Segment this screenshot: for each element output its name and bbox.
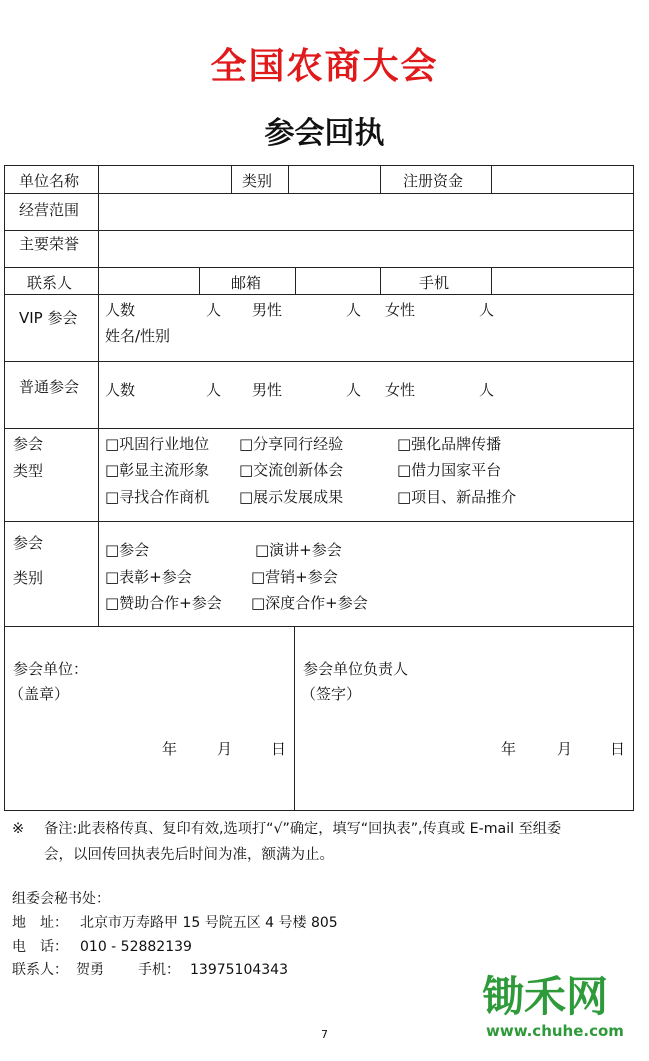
footer-phone-label: 电 话： (12, 939, 68, 955)
normal-male-label: 男性 (252, 381, 283, 399)
kind-option-checkbox[interactable]: □参会 (105, 541, 150, 559)
unit-date-month: 月 (217, 740, 233, 758)
footer-phone: 010 - 52882139 (80, 939, 192, 955)
scope-label: 经营范围 (19, 201, 80, 219)
type-label-1: 参会 (13, 435, 44, 453)
unit-name-field[interactable] (99, 166, 231, 193)
unit-name-label: 单位名称 (19, 172, 80, 190)
type-option-checkbox[interactable]: □分享同行经验 (239, 435, 344, 453)
honors-label: 主要荣誉 (19, 235, 80, 253)
phone-field[interactable] (492, 268, 633, 294)
type-option-checkbox[interactable]: □强化品牌传播 (397, 435, 502, 453)
footer-contact-label: 联系人： (12, 962, 68, 978)
form-subtitle: 参会回执 (264, 116, 385, 151)
type-option-checkbox[interactable]: □展示发展成果 (239, 488, 344, 506)
normal-female-label: 女性 (385, 381, 416, 399)
category-field[interactable] (289, 166, 380, 193)
attending-unit-label: 参会单位： (13, 660, 89, 678)
phone-label: 手机 (419, 274, 450, 292)
email-label: 邮箱 (231, 274, 262, 292)
normal-count-label: 人数 (105, 381, 136, 399)
normal-male-unit: 人 (346, 381, 362, 399)
person-signature-area[interactable] (295, 627, 633, 810)
contact-field[interactable] (99, 268, 199, 294)
watermark-logo: 锄禾网 (482, 972, 609, 1021)
vip-female-unit: 人 (479, 301, 495, 319)
capital-field[interactable] (492, 166, 633, 193)
email-field[interactable] (296, 268, 380, 294)
signature-label: （签字） (301, 685, 362, 703)
footer-org: 组委会秘书处： (12, 891, 110, 907)
vip-label: VIP 参会 (19, 309, 78, 327)
footer-mobile-label: 手机： (138, 962, 180, 978)
footer-address-label: 地 址： (12, 915, 68, 931)
vip-male-unit: 人 (346, 301, 362, 319)
normal-female-unit: 人 (479, 381, 495, 399)
kind-option-checkbox[interactable]: □深度合作+参会 (251, 594, 368, 612)
capital-label: 注册资金 (403, 172, 464, 190)
watermark-url: www.chuhe.com (486, 1022, 624, 1040)
footer-mobile: 13975104343 (190, 962, 288, 978)
contact-label: 联系人 (27, 274, 73, 292)
honors-field[interactable] (99, 231, 633, 267)
person-date-month: 月 (557, 740, 573, 758)
kind-option-checkbox[interactable]: □表彰+参会 (105, 568, 192, 586)
registration-form (4, 165, 634, 811)
kind-option-checkbox[interactable]: □赞助合作+参会 (105, 594, 222, 612)
person-date-day: 日 (610, 740, 626, 758)
type-option-checkbox[interactable]: □交流创新体会 (239, 461, 344, 479)
vip-count-label: 人数 (105, 301, 136, 319)
type-option-checkbox[interactable]: □项目、新品推介 (397, 488, 517, 506)
kind-label-1: 参会 (13, 534, 44, 552)
kind-option-checkbox[interactable]: □演讲+参会 (255, 541, 342, 559)
page-number: 7 (321, 1028, 328, 1041)
responsible-person-label: 参会单位负责人 (303, 660, 409, 678)
kind-label-2: 类别 (13, 569, 44, 587)
person-date-year: 年 (501, 740, 517, 758)
type-option-checkbox[interactable]: □寻找合作商机 (105, 488, 210, 506)
type-option-checkbox[interactable]: □巩固行业地位 (105, 435, 210, 453)
footer-contact: 贺勇 (76, 962, 104, 978)
category-label: 类别 (242, 172, 273, 190)
page-title: 全国农商大会 (210, 46, 439, 87)
unit-date-year: 年 (162, 740, 178, 758)
vip-name-gender-label: 姓名/性别 (105, 327, 171, 345)
scope-field[interactable] (99, 194, 633, 230)
kind-option-checkbox[interactable]: □营销+参会 (251, 568, 338, 586)
normal-count-unit: 人 (206, 381, 222, 399)
type-label-2: 类型 (13, 462, 44, 480)
note-line-2: 会，以回传回执表先后时间为准，额满为止。 (44, 847, 334, 863)
normal-label: 普通参会 (19, 378, 80, 396)
footer-address: 北京市万寿路甲 15 号院五区 4 号楼 805 (80, 915, 338, 931)
type-option-checkbox[interactable]: □借力国家平台 (397, 461, 502, 479)
vip-count-unit: 人 (206, 301, 222, 319)
stamp-label: （盖章） (9, 685, 70, 703)
vip-male-label: 男性 (252, 301, 283, 319)
unit-date-day: 日 (271, 740, 287, 758)
type-option-checkbox[interactable]: □彰显主流形象 (105, 461, 210, 479)
note-mark: ※ (12, 821, 25, 837)
note-line-1: 备注:此表格传真、复印有效,选项打“√”确定，填写“回执表”,传真或 E-mail 至组委 (44, 821, 562, 837)
vip-female-label: 女性 (385, 301, 416, 319)
unit-stamp-area[interactable] (5, 627, 294, 810)
